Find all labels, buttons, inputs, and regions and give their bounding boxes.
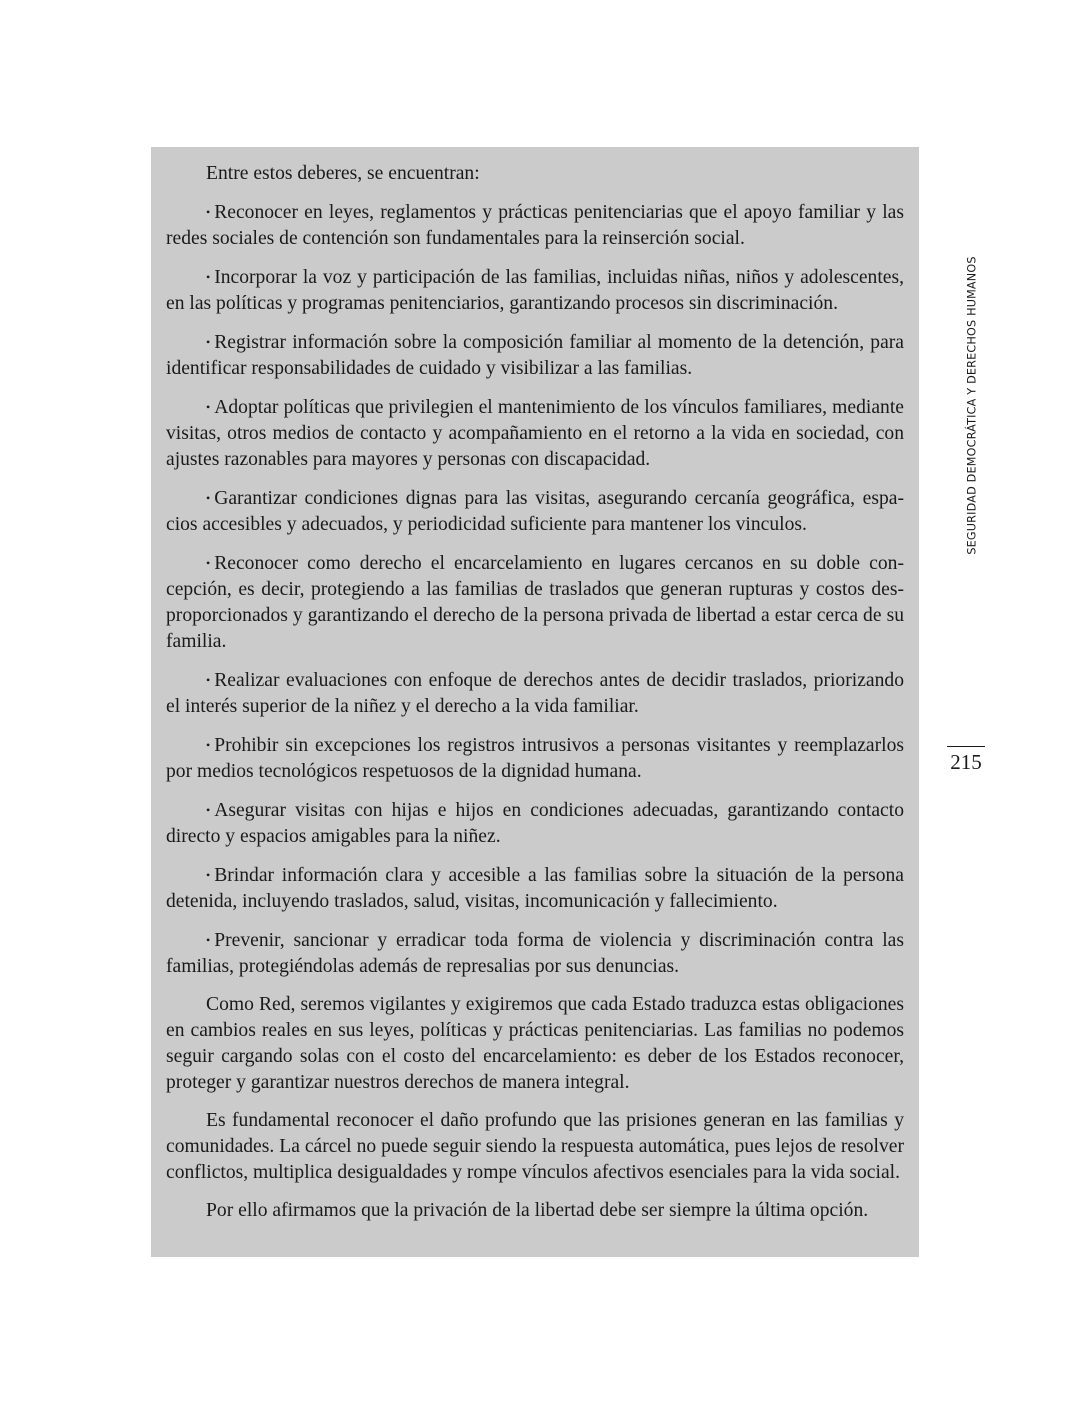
- bullet-icon: •: [206, 400, 211, 414]
- bullet-icon: •: [206, 803, 211, 817]
- bullet-icon: •: [206, 738, 211, 752]
- bullet-text: Reconocer en leyes, reglamentos y prácticas penitenciarias que el apoyo familiar y las redes sociales de contención son fundamentales para la reinserción social.: [166, 202, 904, 249]
- bullet-text: Prevenir, sancionar y erradicar toda forma de violencia y discriminación contra las familias, protegiéndolas además de represalias por sus denuncias.: [166, 930, 904, 977]
- closing-paragraph: Como Red, seremos vigilantes y exigiremos que cada Estado traduzca estas obligaciones en cambios reales en sus leyes, políticas y prácticas penitenciarias. Las familias no podemos seguir cargando solas con el costo del encarcelamiento: es deber de los Estados reconocer, proteger y garantizar nuestros derechos de manera integral.: [166, 994, 904, 1093]
- bullet-icon: •: [206, 933, 211, 947]
- shaded-text-panel: [151, 147, 919, 1257]
- bullet-icon: •: [206, 673, 211, 687]
- bullet-item: [166, 264, 904, 317]
- bullet-icon: •: [206, 868, 211, 882]
- running-header-text: SEGURIDAD DEMOCRÁTICA Y DERECHOS HUMANOS: [965, 255, 979, 555]
- bullet-text: Incorporar la voz y participación de las familias, incluidas niñas, niños y adolescentes, en las políticas y programas penitenciarios, garantizando procesos sin discriminación.: [166, 267, 904, 314]
- page-number: 215: [950, 750, 982, 774]
- page-number-rule: [947, 746, 985, 747]
- bullet-text: Garantizar condiciones dignas para las visitas, asegurando cercanía geográfica, espacios accesibles y adecuados, y periodicidad suficiente para mantener los vinculos.: [166, 488, 904, 535]
- intro-paragraph: Entre estos deberes, se encuentran:: [206, 163, 480, 184]
- bullet-icon: •: [206, 270, 211, 284]
- bullet-item: [166, 394, 904, 473]
- bullet-text: Realizar evaluaciones con enfoque de derechos antes de decidir traslados, priorizando el interés superior de la niñez y el derecho a la vida familiar.: [166, 670, 904, 717]
- bullet-icon: •: [206, 335, 211, 349]
- bullet-item: [166, 199, 904, 252]
- bullet-icon: •: [206, 205, 211, 219]
- bullet-icon: •: [206, 556, 211, 570]
- bullet-item: [166, 329, 904, 382]
- bullet-item: [166, 485, 904, 538]
- bullet-item: [166, 667, 904, 720]
- bullet-text: Adoptar políticas que privilegien el mantenimiento de los vínculos familiares, mediante visitas, otros medios de contacto y acompañamiento en el retorno a la vida en sociedad, con ajustes razonables para mayores y personas con discapacidad.: [166, 397, 904, 470]
- bullet-item: [166, 927, 904, 980]
- bullet-item: [166, 732, 904, 785]
- bullet-item: [166, 550, 904, 655]
- closing-paragraph: Por ello afirmamos que la privación de la libertad debe ser siempre la última opción.: [206, 1200, 869, 1221]
- bullet-text: Asegurar visitas con hijas e hijos en condiciones adecuadas, garantizando contacto directo y espacios amigables para la niñez.: [166, 800, 904, 847]
- bullet-text: Prohibir sin excepciones los registros intrusivos a personas visitantes y reemplazarlos por medios tecnológicos respetuosos de la dignidad humana.: [166, 735, 904, 782]
- bullet-text: Registrar información sobre la composición familiar al momento de la detención, para identificar responsabilidades de cuidado y visibilizar a las familias.: [166, 332, 904, 379]
- bullet-item: [166, 797, 904, 850]
- bullet-text: Reconocer como derecho el encarcelamiento en lugares cercanos en su doble concepción, es decir, protegiendo a las familias de traslados que generan rupturas y costos desproporcionados y garantizando el derecho de la persona privada de libertad a estar cerca de su familia.: [166, 553, 904, 652]
- running-header: [963, 246, 981, 564]
- bullet-text: Brindar información clara y accesible a las familias sobre la situación de la persona detenida, incluyendo traslados, salud, visitas, incomunicación y fallecimiento.: [166, 865, 904, 912]
- bullet-item: [166, 862, 904, 915]
- bullet-icon: •: [206, 491, 211, 505]
- closing-paragraph: Es fundamental reconocer el daño profundo que las prisiones generan en las familias y comunidades. La cárcel no puede seguir siendo la respuesta automática, pues lejos de resolver conflictos, multiplica desigualdades y rompe vínculos afectivos esenciales para la vida social.: [166, 1110, 904, 1183]
